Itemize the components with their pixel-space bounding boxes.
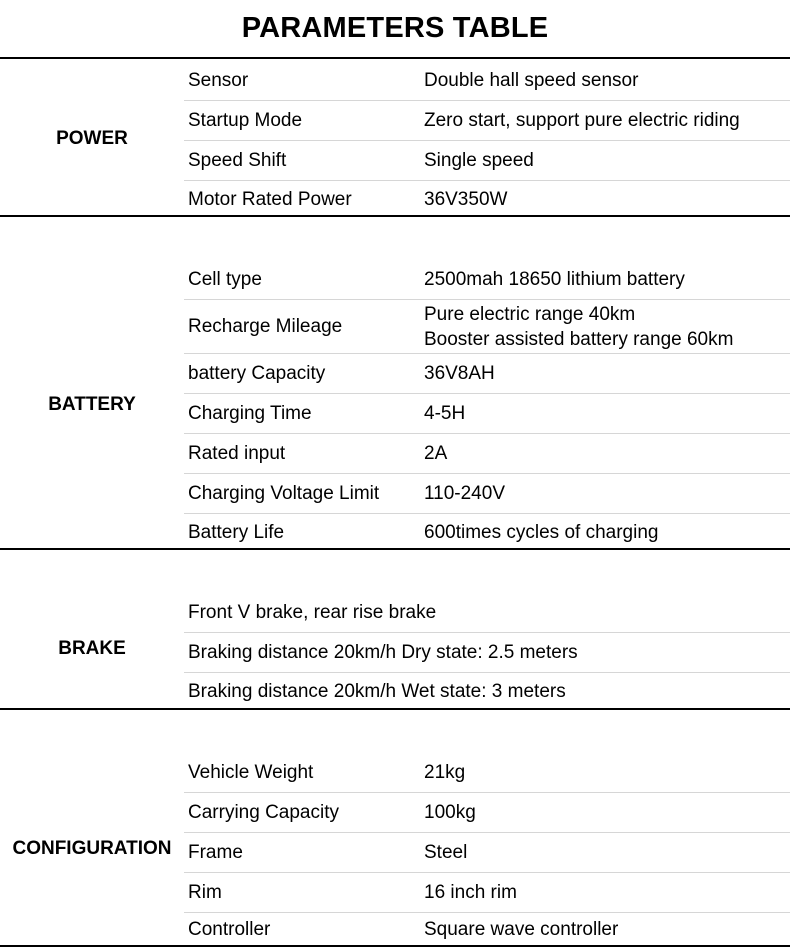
param-value — [424, 302, 790, 352]
table-row — [184, 592, 790, 632]
param-value: 36V8AH — [424, 363, 495, 384]
table-row — [184, 872, 790, 912]
table-row — [184, 140, 790, 180]
param-name: Frame — [188, 842, 243, 863]
page-title: PARAMETERS TABLE — [241, 12, 549, 44]
param-value: 21kg — [424, 761, 466, 783]
param-value: Square wave controller — [424, 918, 619, 940]
table-row — [184, 393, 790, 433]
param-value: Double hall speed sensor — [424, 70, 639, 91]
param-name: Vehicle Weight — [188, 761, 314, 783]
section-configuration — [0, 708, 790, 947]
section-label-configuration: CONFIGURATION — [12, 838, 172, 859]
section-brake — [0, 548, 790, 710]
table-row — [184, 180, 790, 217]
param-name: Recharge Mileage — [188, 316, 343, 337]
param-value: 2A — [424, 443, 448, 464]
param-name: Rated input — [188, 443, 286, 464]
param-value: 2500mah 18650 lithium battery — [424, 268, 685, 290]
section-power — [0, 57, 790, 217]
brake-spec: Braking distance 20km/h Wet state: 3 meters — [188, 681, 566, 702]
section-label-brake: BRAKE — [58, 638, 126, 659]
param-value: 600times cycles of charging — [424, 521, 659, 543]
param-value: Single speed — [424, 150, 534, 171]
table-row — [184, 752, 790, 792]
table-row — [184, 513, 790, 550]
table-row — [184, 912, 790, 945]
param-name: Battery Life — [188, 521, 285, 543]
table-row — [184, 473, 790, 513]
table-row — [184, 832, 790, 872]
param-value: Steel — [424, 842, 468, 863]
param-value: 4-5H — [424, 403, 466, 424]
param-name: Controller — [188, 918, 271, 940]
table-row — [184, 259, 790, 299]
param-name: Cell type — [188, 268, 262, 290]
table-row — [184, 100, 790, 140]
brake-spec: Braking distance 20km/h Dry state: 2.5 meters — [188, 642, 578, 663]
param-value: 16 inch rim — [424, 882, 517, 903]
brake-spec: Front V brake, rear rise brake — [188, 601, 437, 623]
param-name: Charging Voltage Limit — [188, 483, 380, 504]
param-value: 36V350W — [424, 188, 508, 210]
section-label-battery: BATTERY — [48, 394, 136, 415]
param-name: battery Capacity — [188, 363, 326, 384]
param-name: Motor Rated Power — [188, 188, 352, 210]
section-battery — [0, 215, 790, 550]
table-row — [184, 792, 790, 832]
table-row — [184, 433, 790, 473]
section-label-power: POWER — [56, 128, 128, 149]
param-value: 100kg — [424, 802, 476, 823]
table-row — [184, 299, 790, 353]
param-name: Charging Time — [188, 403, 312, 424]
param-value: 110-240V — [424, 483, 505, 504]
param-name: Startup Mode — [188, 110, 303, 131]
param-name: Rim — [188, 882, 222, 903]
param-name: Speed Shift — [188, 150, 287, 171]
table-row — [184, 672, 790, 710]
param-name: Carrying Capacity — [188, 802, 339, 823]
param-value: Zero start, support pure electric riding — [424, 110, 740, 131]
table-row — [184, 632, 790, 672]
table-row — [184, 353, 790, 393]
table-row — [184, 61, 790, 100]
param-value-line: Pure electric range 40km — [424, 303, 636, 325]
param-name: Sensor — [188, 70, 249, 91]
param-value-line: Booster assisted battery range 60km — [424, 328, 734, 350]
